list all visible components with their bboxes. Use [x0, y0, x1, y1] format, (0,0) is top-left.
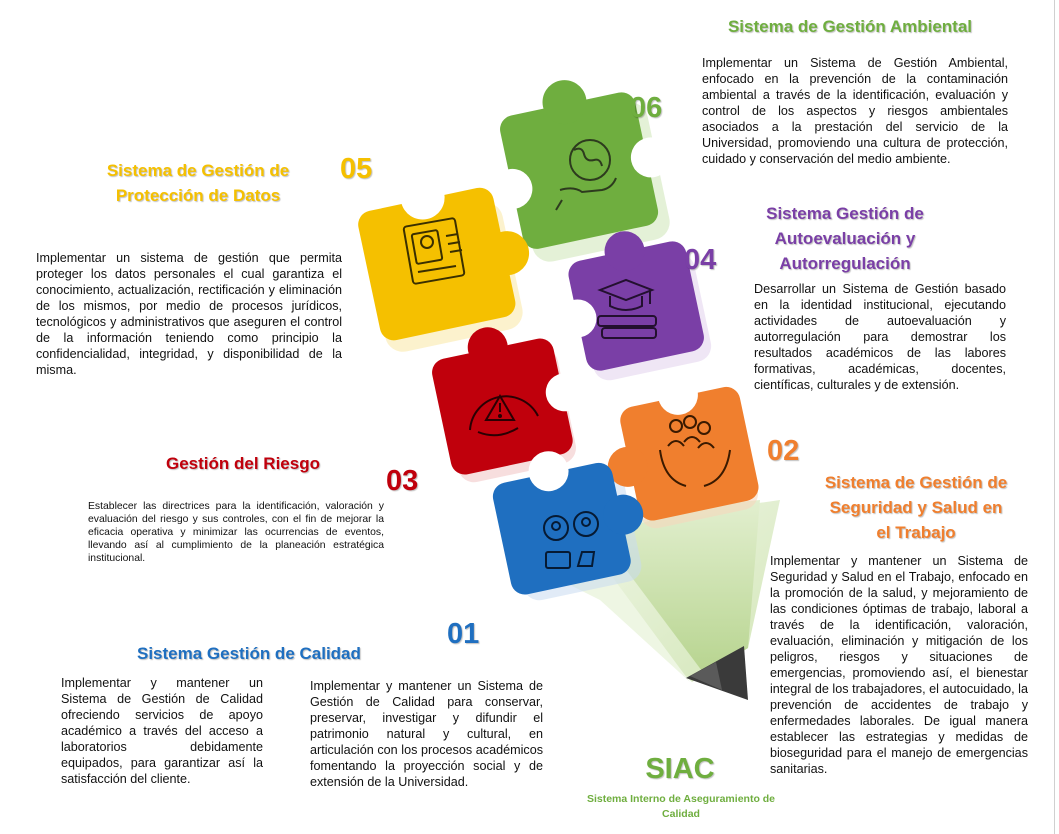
section-02-text: Implementar y mantener un Sistema de Seguridad y Salud en el Trabajo, enfocado en la promoción de la salud, y mejoramiento de las condiciones óptimas de trabajo, laboral a través de la identificación, valoración, evaluación, eliminación y mitigación de los peligros, riesgos y situaciones de emergencias, promoviendo así, el bienestar integral de los trabajadores, el autocuidado, la prevención de accidentes de trabajo y enfermedades laborales. De igual manera establecer las estrategias y medidas de bioseguridad para el manejo de emergencias sanitarias. [770, 554, 1028, 776]
section-02-title-line-2: Seguridad y Salud en [829, 498, 1003, 517]
section-03-number: 03 [386, 465, 419, 497]
section-01-title: Sistema Gestión de Calidad [137, 644, 361, 663]
section-04-title [740, 201, 950, 276]
section-04-number: 04 [684, 244, 717, 276]
section-01-text-right: Implementar y mantener un Sistema de Gestión de Calidad para conservar, preservar, investigar y difundir el patrimonio natural y cultural, en articulación con los procesos académicos fomentando la proyección social y de extensión de la Universidad. [310, 679, 543, 789]
siac-subtitle-line-2: Calidad [662, 808, 700, 820]
section-05-title-line-2: Protección de Datos [115, 186, 281, 205]
section-05-title-line-1: Sistema de Gestión de [106, 161, 290, 180]
section-05-title [88, 158, 308, 208]
right-border [1054, 0, 1055, 834]
siac-subtitle [565, 792, 797, 822]
section-02-title-line-3: el Trabajo [876, 523, 956, 542]
section-04-title-line-3: Autorregulación [779, 254, 911, 273]
section-04-title-line-1: Sistema Gestión de [766, 204, 924, 223]
section-01-number: 01 [447, 618, 480, 650]
section-06-number: 06 [630, 92, 663, 124]
section-04-text: Desarrollar un Sistema de Gestión basado en la identidad institucional, ejecutando actividades de autoevaluación y autorregulación para demostrar los resultados académicos de las labores formativas, académicas, docentes, científicas, culturales y de extensión. [754, 282, 1006, 392]
section-06-text: Implementar un Sistema de Gestión Ambiental, enfocado en la prevención de la contaminación ambiental a través de la identificación, evaluación y control de los aspectos y riesgos ambientales asociados a la prestación del servicio de la Universidad, promoviendo una cultura de protección, cuidado y conservación del medio ambiente. [702, 56, 1008, 166]
section-02-title-line-1: Sistema de Gestión de [824, 473, 1008, 492]
section-03-title: Gestión del Riesgo [166, 454, 320, 473]
section-01-text-left: Implementar y mantener un Sistema de Gestión de Calidad ofreciendo servicios de apoyo académico a través del acceso a laboratorios debidamente equipados, para garantizar así la satisfacción del cliente. [61, 676, 263, 786]
section-05-text: Implementar un sistema de gestión que permita proteger los datos personales el cual garantiza el conocimiento, actualización, rectificación y eliminación de los mismos, por medio de procesos jurídicos, tecnológicos y administrativos que aseguren el control de la información teniendo como principio la confidencialidad, integridad, y disponibilidad de la misma. [36, 251, 342, 377]
siac-subtitle-line-1: Sistema Interno de Aseguramiento de [586, 793, 776, 805]
section-05-number: 05 [340, 153, 373, 185]
section-06-title: Sistema de Gestión Ambiental [727, 17, 973, 36]
section-04-title-line-2: Autoevaluación y [774, 229, 916, 248]
section-03-text: Establecer las directrices para la identificación, valoración y evaluación del riesgo y sus controles, con el fin de mejorar la eficacia operativa y minimizar las ocurrencias de eventos, llevando así al cumplimiento de la planeación estratégica institucional. [88, 501, 384, 564]
siac-title: SIAC [645, 753, 715, 785]
section-02-title [805, 470, 1027, 545]
section-02-number: 02 [767, 435, 800, 467]
